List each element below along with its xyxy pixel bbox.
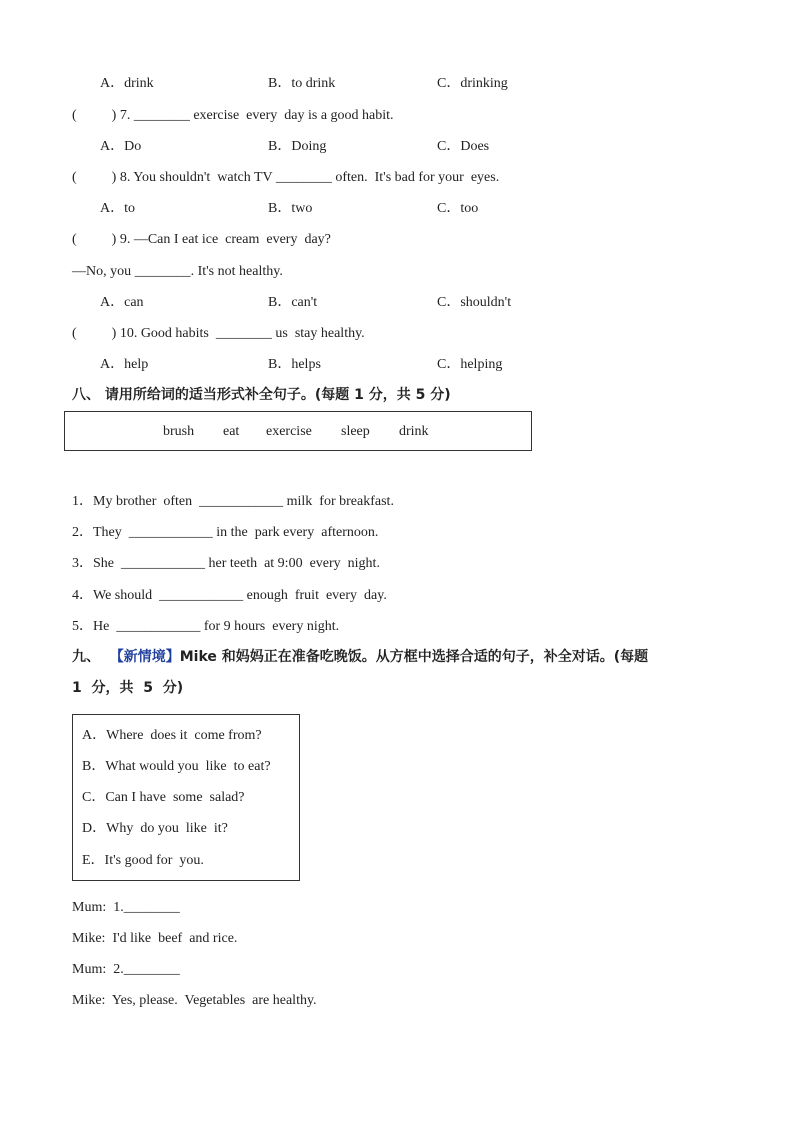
dialog-line-1: Mum: 1.________ [72, 900, 180, 915]
choice-box [72, 714, 300, 881]
q10-option-a: A．help [100, 357, 149, 372]
section-9-number: 九、 [72, 649, 100, 665]
q7-option-b: B．Doing [268, 139, 327, 154]
q8-option-c: C．too [437, 201, 479, 216]
section-8-item-3: 3．She ____________ her teeth at 9:00 every night. [72, 556, 380, 571]
question-10-stem: ( ) 10. Good habits ________ us stay healthy. [72, 326, 365, 341]
q9-option-c: C．shouldn't [437, 295, 512, 310]
q10-option-c: C．helping [437, 357, 503, 372]
q8-option-a: A．to [100, 201, 135, 216]
section-9-tag: 【新情境】 [109, 649, 180, 665]
choice-c: C．Can I have some salad? [82, 790, 245, 805]
section-8-item-1: 1．My brother often ____________ milk for breakfast. [72, 494, 394, 509]
word-bank-item: drink [399, 424, 429, 439]
q7-option-a: A．Do [100, 139, 142, 154]
question-9-reply: —No, you ________. It's not healthy. [72, 264, 283, 279]
choice-d: D．Why do you like it? [82, 821, 228, 836]
choice-b: B．What would you like to eat? [82, 759, 271, 774]
q10-option-b: B．helps [268, 357, 321, 372]
section-8-item-2: 2．They ____________ in the park every afternoon. [72, 525, 379, 540]
q9-option-b: B．can't [268, 295, 318, 310]
q9-option-a: A．can [100, 295, 144, 310]
word-bank-item: brush [163, 424, 195, 439]
dialog-line-4: Mike: Yes, please. Vegetables are healthy. [72, 993, 317, 1008]
section-8-item-5: 5．He ____________ for 9 hours every night. [72, 619, 340, 634]
dialog-line-2: Mike: I'd like beef and rice. [72, 931, 238, 946]
q7-option-c: C．Does [437, 139, 490, 154]
section-8-item-4: 4．We should ____________ enough fruit every day. [72, 588, 387, 603]
word-bank-box [64, 411, 532, 451]
q6-option-a: A．drink [100, 76, 154, 91]
q8-option-b: B．two [268, 201, 313, 216]
section-9-title [72, 647, 648, 667]
q6-option-c: C．drinking [437, 76, 508, 91]
q6-option-b: B．to drink [268, 76, 336, 91]
question-8-stem: ( ) 8. You shouldn't watch TV ________ often. It's bad for your eyes. [72, 170, 500, 185]
question-7-stem: ( ) 7. ________ exercise every day is a good habit. [72, 108, 394, 123]
section-9-title-line2: 1 分，共 5 分) [72, 680, 184, 696]
dialog-line-3: Mum: 2.________ [72, 962, 180, 977]
section-8-title: 八、 请用所给词的适当形式补全句子。(每题 1 分，共 5 分) [72, 387, 451, 403]
section-9-title-text: Mike 和妈妈正在准备吃晚饭。从方框中选择合适的句子，补全对话。(每题 [179, 649, 649, 665]
choice-e: E．It's good for you. [82, 853, 204, 868]
word-bank-item: exercise [266, 424, 312, 439]
choice-a: A．Where does it come from? [82, 728, 262, 743]
word-bank-item: sleep [341, 424, 370, 439]
question-9-stem: ( ) 9. —Can I eat ice cream every day? [72, 232, 331, 247]
word-bank-item: eat [223, 424, 240, 439]
